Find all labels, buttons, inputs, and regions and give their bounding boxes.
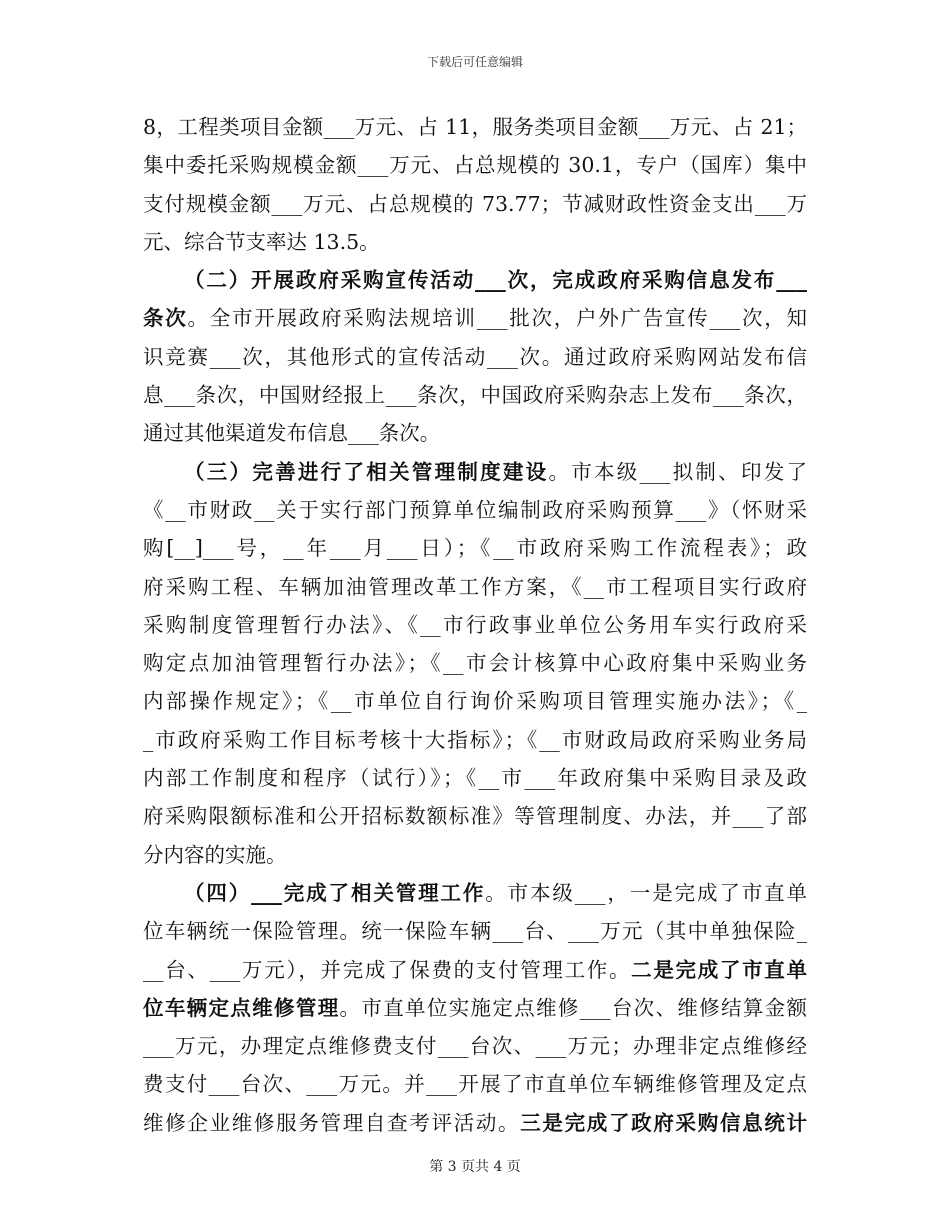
- bold-heading: （二）开展政府采购宣传活动___次，完成政府采购信息发布___: [184, 268, 807, 293]
- text-line: 购定点加油管理暂行办法》；《__市会计核算中心政府集中采购业务: [143, 651, 807, 676]
- text-line: 集中委托采购规模金额___万元、占总规模的 30.1，专户（国库）集中: [143, 153, 807, 178]
- text-line: 费支付___台次、___万元。并___开展了市直单位车辆维修管理及定点: [143, 1072, 807, 1097]
- page-header: 下载后可任意编辑: [426, 55, 523, 69]
- document-body: [143, 108, 807, 1142]
- text-line: 采购制度管理暂行办法》、《__市行政事业单位公务用车实行政府采: [143, 612, 807, 637]
- paragraph: [143, 453, 807, 874]
- paragraph: [143, 261, 807, 452]
- bold-heading: 三是完成了政府采购信息统计: [520, 1110, 807, 1135]
- bold-heading: 二是完成了市直单: [631, 957, 807, 982]
- text-line: ___万元，办理定点维修费支付___台次、___万元；办理非定点维修经: [143, 1034, 807, 1059]
- text-line: 《__市财政__关于实行部门预算单位编制政府采购预算___》（怀财采: [143, 497, 807, 522]
- text-line: __台、___万元），并完成了保费的支付管理工作。二是完成了市直单: [143, 957, 807, 982]
- text-line: 通过其他渠道发布信息___条次。: [143, 421, 441, 446]
- bold-heading: （四）___完成了相关管理工作: [184, 880, 486, 905]
- text-line: （三）完善进行了相关管理制度建设。市本级___拟制、印发了: [184, 459, 807, 484]
- text-line: 位车辆统一保险管理。统一保险车辆___台、___万元（其中单独保险_: [143, 919, 807, 944]
- text-line: 内部工作制度和程序（试行）》；《__市___年政府集中采购目录及政: [143, 766, 807, 791]
- text-line: 分内容的实施。: [143, 842, 287, 867]
- text-line: 息___条次，中国财经报上___条次，中国政府采购杂志上发布___条次，: [143, 383, 807, 408]
- text-line: 支付规模金额___万元、占总规模的 73.77；节减财政性资金支出___万: [143, 191, 807, 216]
- text-line: _市政府采购工作目标考核十大指标》；《__市财政局政府采购业务局: [143, 727, 807, 752]
- paragraph: [143, 108, 807, 261]
- text-line: 条次。全市开展政府采购法规培训___批次，户外广告宣传___次，知: [143, 306, 807, 331]
- text-line: 内部操作规定》；《__市单位自行询价采购项目管理实施办法》；《_: [143, 689, 807, 714]
- text-line: 元、综合节支率达 13.5。: [143, 229, 380, 254]
- text-line: 购[__]___号，__年___月___日）；《__市政府采购工作流程表》；政: [143, 536, 807, 561]
- paragraph: [143, 874, 807, 1142]
- page-footer: 第 3 页共 4 页: [429, 1159, 521, 1175]
- text-line: 位车辆定点维修管理。市直单位实施定点维修___台次、维修结算金额: [143, 995, 807, 1020]
- bold-heading: （三）完善进行了相关管理制度建设: [184, 459, 549, 484]
- text-line: 府采购限额标准和公开招标数额标准》等管理制度、办法，并___了部: [143, 804, 807, 829]
- text-line: [143, 261, 807, 299]
- bold-heading: 条次: [143, 306, 188, 331]
- bold-heading: 位车辆定点维修管理: [143, 995, 340, 1020]
- text-line: 识竞赛___次，其他形式的宣传活动___次。通过政府采购网站发布信: [143, 344, 807, 369]
- text-line: 维修企业维修服务管理自查考评活动。三是完成了政府采购信息统计: [143, 1110, 807, 1135]
- text-line: （四）___完成了相关管理工作。市本级___，一是完成了市直单: [184, 880, 807, 905]
- text-line: 8，工程类项目金额___万元、占 11，服务类项目金额___万元、占 21；: [143, 115, 807, 139]
- text-line: 府采购工程、车辆加油管理改革工作方案，《__市工程项目实行政府: [143, 574, 807, 599]
